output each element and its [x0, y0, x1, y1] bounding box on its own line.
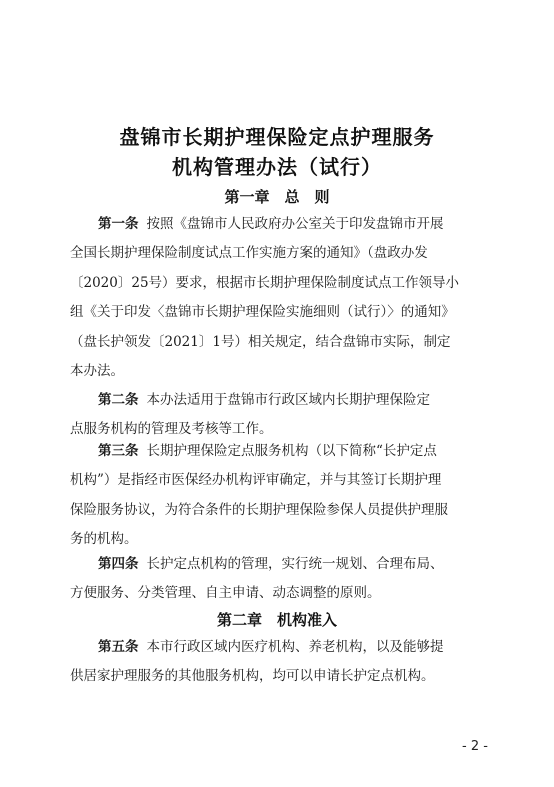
article-4-line-2: 方便服务、分类管理、自主申请、动态调整的原则。	[70, 585, 381, 602]
article-1-text-1: 按照《盘锦市人民政府办公室关于印发盘锦市开展	[146, 216, 444, 232]
chapter-heading-2: 第二章 机构准入	[216, 611, 337, 629]
article-3-label: 第三条	[98, 443, 139, 459]
article-3-line-3: 保险服务协议，为符合条件的长期护理保险参保人员提供护理服	[70, 501, 448, 518]
document-title-line-1: 盘锦市长期护理保险定点护理服务	[119, 125, 435, 149]
article-3-line-2: 机构”）是指经市医保经办机构评审确定，并与其签订长期护理	[70, 472, 442, 489]
article-2-line-2: 点服务机构的管理及考核等工作。	[70, 421, 273, 438]
article-3-line-4: 务的机构。	[70, 531, 138, 548]
article-4-label: 第四条	[98, 556, 139, 572]
article-2-label: 第二条	[98, 392, 139, 408]
article-1-line-5: （盘长护领发〔2021〕1号）相关规定，结合盘锦市实际，制定	[70, 333, 451, 350]
article-3-text-1: 长期护理保险定点服务机构（以下简称“长护定点	[146, 443, 437, 459]
article-2	[70, 386, 488, 445]
article-4	[70, 550, 488, 609]
article-5-text-1: 本市行政区域内医疗机构、养老机构，以及能够提	[146, 639, 444, 655]
article-5-line-1	[70, 633, 488, 662]
article-5-line-2: 供居家护理服务的其他服务机构，均可以申请长护定点机构。	[70, 668, 435, 685]
article-1	[70, 210, 488, 386]
article-4-text-1: 长护定点机构的管理，实行统一规划、合理布局、	[146, 556, 444, 572]
article-1-line-1	[70, 210, 488, 239]
article-1-line-3: 〔2020〕25号）要求，根据市长期护理保险制度试点工作领导小	[70, 274, 460, 291]
article-2-text-1: 本办法适用于盘锦市行政区域内长期护理保险定	[146, 392, 430, 408]
page-number: - 2 -	[462, 739, 488, 754]
article-5-label: 第五条	[98, 639, 139, 655]
article-1-label: 第一条	[98, 216, 139, 232]
article-1-line-2: 全国长期护理保险制度试点工作实施方案的通知》（盘政办发	[70, 245, 428, 262]
article-3	[70, 437, 488, 555]
article-2-line-1	[70, 386, 488, 415]
article-3-line-1	[70, 437, 488, 466]
article-4-line-1	[70, 550, 488, 579]
article-1-line-6: 本办法。	[70, 363, 124, 380]
chapter-heading-1: 第一章 总 则	[224, 188, 330, 206]
article-1-line-4: 组《关于印发〈盘锦市长期护理保险实施细则（试行）〉的通知》	[70, 304, 455, 321]
article-5	[70, 633, 488, 692]
document-title-line-2: 机构管理办法（试行）	[172, 155, 382, 179]
